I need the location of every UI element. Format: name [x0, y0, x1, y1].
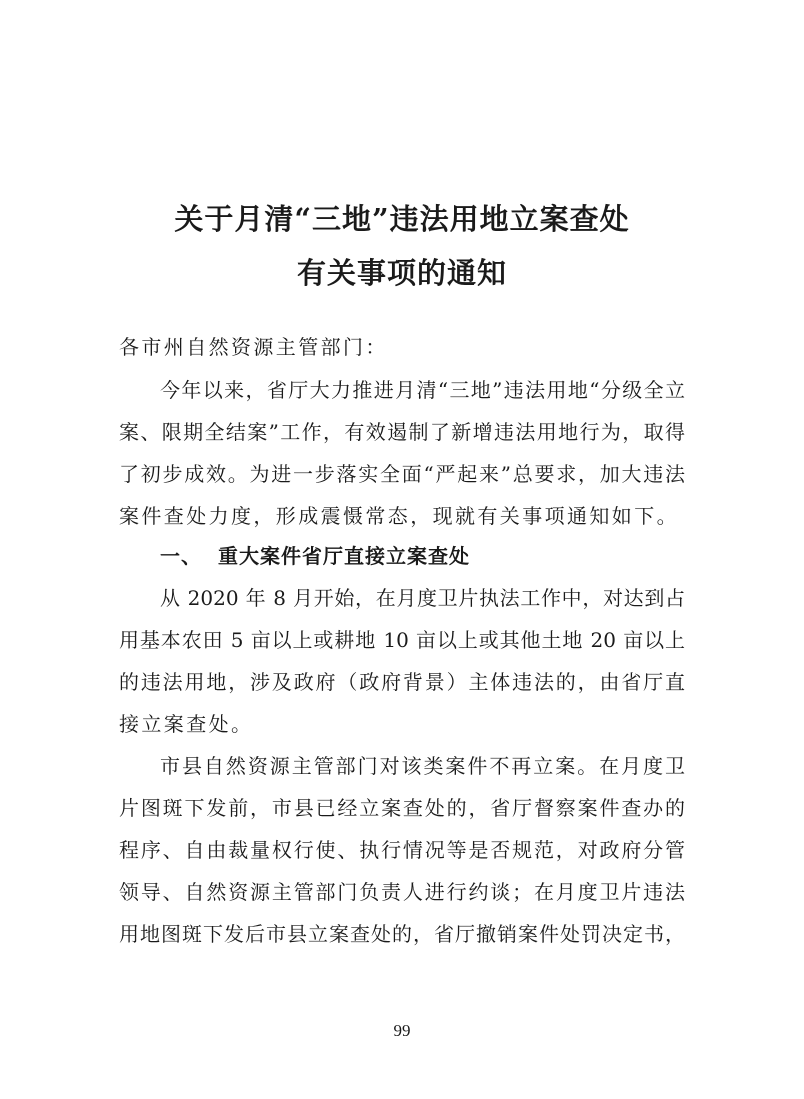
paragraph-1-line-4: 案件查处力度，形成震慑常态，现就有关事项通知如下。 [119, 504, 679, 528]
paragraph-3-line-3: 程序、自由裁量权行使、执行情况等是否规范，对政府分管 [119, 838, 685, 862]
paragraph-1-line-3: 了初步成效。为进一步落实全面“严起来”总要求，加大违法 [119, 462, 685, 486]
paragraph-1-line-1: 今年以来，省厅大力推进月清“三地”违法用地“分级全立 [160, 378, 685, 402]
paragraph-2-line-1: 从 2020 年 8 月开始，在月度卫片执法工作中，对达到占 [160, 586, 685, 610]
paragraph-3-line-5: 用地图斑下发后市县立案查处的，省厅撤销案件处罚决定书， [119, 922, 685, 946]
paragraph-1-line-2: 案、限期全结案”工作，有效遏制了新增违法用地行为，取得 [119, 420, 685, 444]
document-title-line-2: 有关事项的通知 [296, 256, 507, 290]
paragraph-2-line-4: 接立案查处。 [119, 712, 254, 736]
page-number: 99 [393, 1021, 411, 1040]
section-1-title: 重大案件省厅直接立案查处 [218, 544, 470, 568]
paragraph-2-line-2: 用基本农田 5 亩以上或耕地 10 亩以上或其他土地 20 亩以上 [119, 628, 685, 652]
document-title-line-1: 关于月清“三地”违法用地立案查处 [174, 202, 630, 236]
paragraph-3-line-1: 市县自然资源主管部门对该类案件不再立案。在月度卫 [160, 754, 685, 778]
salutation: 各市州自然资源主管部门： [119, 335, 388, 359]
paragraph-3-line-4: 领导、自然资源主管部门负责人进行约谈；在月度卫片违法 [119, 880, 685, 904]
paragraph-3-line-2: 片图斑下发前，市县已经立案查处的，省厅督察案件查办的 [119, 796, 685, 820]
paragraph-2-line-3: 的违法用地，涉及政府（政府背景）主体违法的，由省厅直 [119, 670, 685, 694]
section-1-heading [160, 540, 470, 569]
section-1-number: 一、 [160, 544, 202, 568]
